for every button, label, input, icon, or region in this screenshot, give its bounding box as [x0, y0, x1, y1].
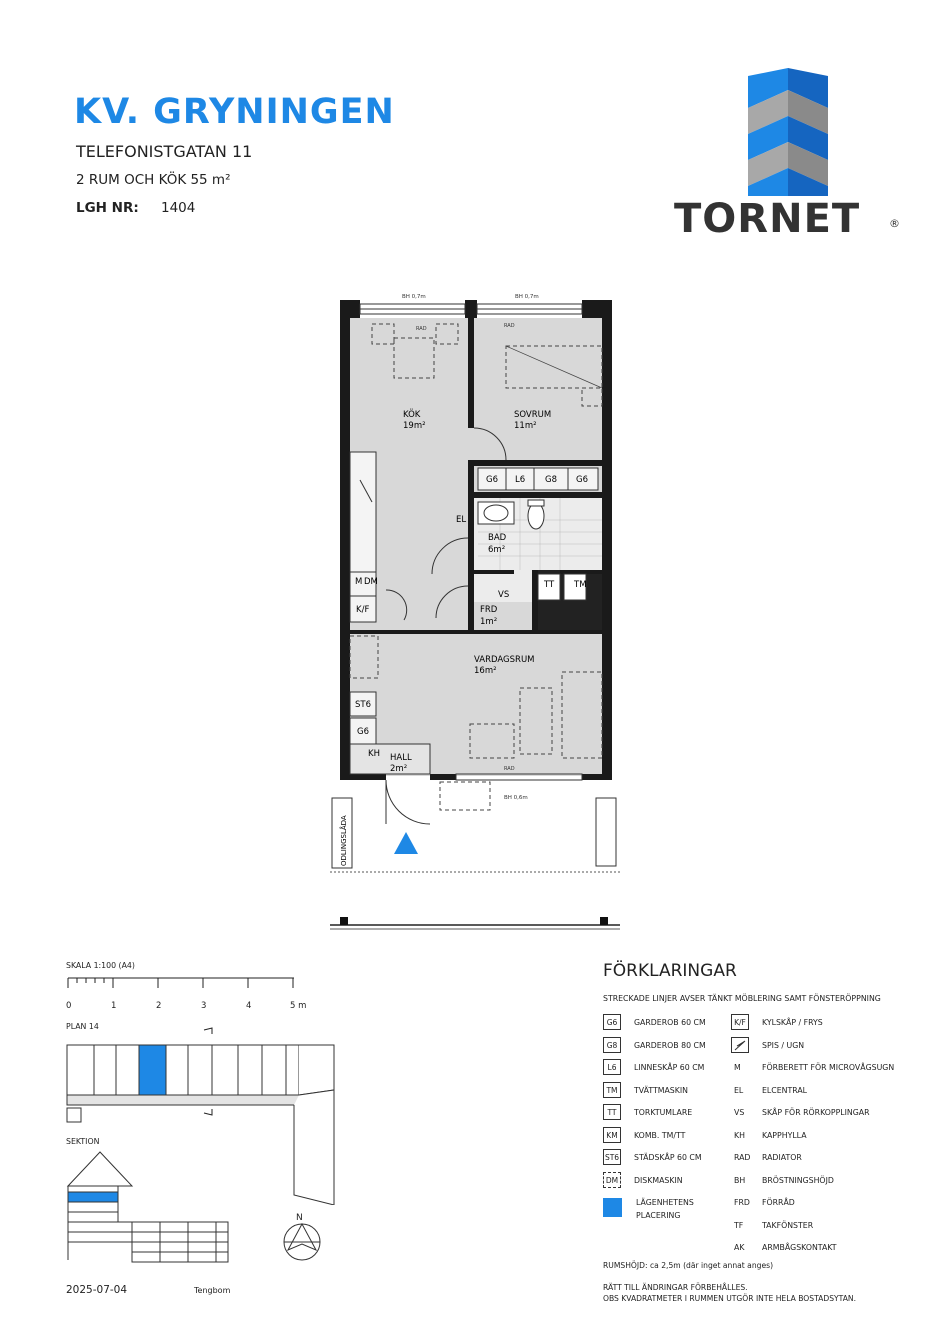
micro-label: M [355, 577, 363, 587]
legend-text-frd: FÖRRÅD [762, 1198, 795, 1207]
cabinet-g6-2: G6 [576, 475, 588, 485]
scale-bar [66, 974, 306, 996]
legend-text-bh: BRÖSTNINGSHÖJD [762, 1175, 834, 1185]
legend-code-tt: TT [603, 1104, 621, 1120]
room-hall-name: HALL [390, 753, 412, 763]
legend-code-tf: TF [734, 1220, 744, 1230]
scale-tick-2: 2 [156, 1001, 162, 1011]
legend-code-rad: RAD [734, 1153, 751, 1162]
placement-text-2: PLACERING [636, 1211, 681, 1220]
placement-swatch [603, 1198, 622, 1217]
legend-text-kh: KAPPHYLLA [762, 1130, 807, 1140]
apartment-number: 1404 [161, 200, 196, 216]
legend-code-ak: AK [734, 1243, 745, 1252]
entrance-arrow [394, 832, 418, 854]
legend-text-l6: LINNESKÅP 60 CM [634, 1063, 705, 1072]
room-vardagsrum-name: VARDAGSRUM [474, 655, 535, 665]
plan-label: PLAN 14 [66, 1022, 99, 1031]
legend-code-l6: L6 [603, 1059, 621, 1075]
legend-text-el: ELCENTRAL [762, 1085, 808, 1095]
north-label: N [296, 1213, 303, 1223]
scale-tick-0: 0 [66, 1001, 72, 1011]
fridge-label: K/F [356, 605, 370, 615]
legend-code-frd: FRD [734, 1198, 750, 1207]
scale-tick-1: 1 [111, 1001, 117, 1011]
legend-code-g8: G8 [603, 1037, 621, 1053]
tm-label: TM [574, 580, 587, 590]
section-label: SEKTION [66, 1137, 100, 1146]
legend-text-spis: SPIS / UGN [762, 1040, 805, 1050]
room-kok-name: KÖK [403, 410, 421, 420]
kh-label: KH [368, 749, 380, 759]
date: 2025-07-04 [66, 1284, 128, 1296]
room-sovrum-area: 11m² [514, 421, 537, 431]
address: TELEFONISTGATAN 11 [76, 142, 253, 161]
legend-code-kf: K/F [731, 1014, 749, 1030]
footer-note-2: OBS KVADRATMETER I RUMMEN UTGÖR INTE HELA BOSTADSYTAN. [603, 1294, 856, 1303]
north-arrow-icon [282, 1222, 324, 1264]
legend-code-m: M [734, 1063, 741, 1072]
registered-mark: ® [889, 217, 900, 230]
room-frd-area: 1m² [480, 617, 498, 627]
dm-label: DM [364, 577, 378, 587]
window-bh-label-2: BH 0,7m [515, 294, 539, 300]
legend-note: STRECKADE LINJER AVSER TÄNKT MÖBLERING SAMT FÖNSTERÖPPNING [603, 994, 881, 1003]
legend-text-ak: ARMBÅGSKONTAKT [762, 1243, 837, 1252]
legend-text-vs: SKÅP FÖR RÖRKOPPLINGAR [762, 1108, 870, 1117]
apartment-type: 2 RUM OCH KÖK 55 m² [76, 172, 231, 188]
cabinet-l6: L6 [515, 475, 526, 485]
scale-tick-3: 3 [201, 1001, 207, 1011]
floor-plan [320, 280, 640, 900]
legend-code-st6: ST6 [603, 1149, 621, 1165]
cabinet-g6-1: G6 [486, 475, 498, 485]
apartment-number-label: LGH NR: [76, 200, 139, 216]
scale-tick-4: 4 [246, 1001, 252, 1011]
odlingslada-label: ODLINGSLÅDA [340, 815, 348, 866]
legend-code-tm: TM [603, 1082, 621, 1098]
room-bad-name: BAD [488, 533, 507, 543]
footer-note-1: RÄTT TILL ÄNDRINGAR FÖRBEHÅLLES. [603, 1283, 748, 1292]
legend-code-el: EL [734, 1085, 744, 1095]
room-sovrum-name: SOVRUM [514, 410, 552, 420]
legend-code-bh: BH [734, 1175, 746, 1185]
legend-text-g6: GARDEROB 60 CM [634, 1018, 706, 1027]
architect: Tengbom [194, 1286, 231, 1295]
legend-text-kf: KYLSKÅP / FRYS [762, 1018, 823, 1027]
legend-text-g8: GARDEROB 80 CM [634, 1040, 706, 1050]
g6-hall-label: G6 [357, 727, 369, 737]
el-label: EL [456, 515, 467, 525]
legend-text-dm: DISKMASKIN [634, 1175, 683, 1185]
legend-heading: FÖRKLARINGAR [603, 961, 737, 981]
legend-text-st6: STÄDSKÅP 60 CM [634, 1153, 702, 1162]
rad-label-living: RAD [504, 766, 515, 772]
legend-text-tm: TVÄTTMASKIN [634, 1085, 688, 1095]
room-height-note: RUMSHÖJD: ca 2,5m (där inget annat anges) [603, 1261, 774, 1270]
project-title: KV. GRYNINGEN [74, 92, 395, 132]
legend-text-rad: RADIATOR [762, 1153, 802, 1162]
legend-code-kh: KH [734, 1130, 745, 1140]
legend-code-dm: DM [603, 1172, 621, 1188]
legend-text-tf: TAKFÖNSTER [762, 1220, 814, 1230]
room-kok-area: 19m² [403, 421, 426, 431]
legend-code-vs: VS [734, 1108, 745, 1117]
room-hall-area: 2m² [390, 764, 408, 774]
legend-text-tt: TORKTUMLARE [634, 1108, 693, 1117]
tornet-logo-graphic [748, 68, 828, 196]
section-line [330, 915, 620, 935]
cabinet-g8: G8 [545, 475, 557, 485]
tt-label: TT [544, 580, 555, 590]
window-bh-label-3: BH 0,6m [504, 795, 528, 801]
legend-code-g6: G6 [603, 1014, 621, 1030]
window-bh-label-1: BH 0,7m [402, 294, 426, 300]
vs-label: VS [498, 590, 510, 600]
room-bad-area: 6m² [488, 545, 506, 555]
legend-code-km: KM [603, 1127, 621, 1143]
st6-label: ST6 [355, 700, 371, 710]
rad-label-bedroom: RAD [504, 323, 515, 329]
scale-label: SKALA 1:100 (A4) [66, 961, 135, 970]
legend-text-m: FÖRBERETT FÖR MICROVÅGSUGN [762, 1063, 895, 1072]
stove-icon [731, 1037, 749, 1053]
room-frd-name: FRD [480, 605, 498, 615]
legend-text-km: KOMB. TM/TT [634, 1130, 686, 1140]
section-drawing [64, 1148, 244, 1263]
logo-wordmark: TORNET [674, 196, 861, 242]
rad-label-kitchen: RAD [416, 326, 427, 332]
scale-tick-5: 5 m [290, 1001, 307, 1011]
placement-text-1: LÄGENHETENS [636, 1198, 694, 1207]
room-vardagsrum-area: 16m² [474, 666, 497, 676]
